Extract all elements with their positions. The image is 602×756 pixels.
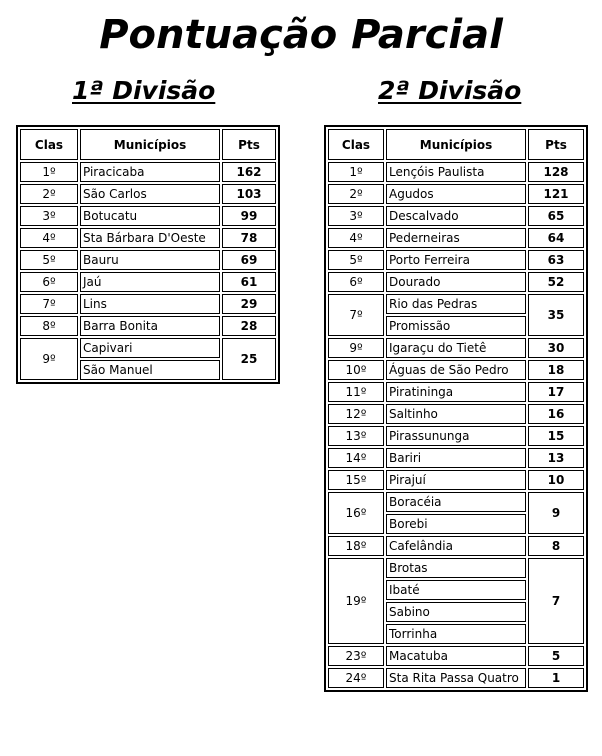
points-cell: 99	[222, 206, 276, 226]
division-2-table	[324, 125, 588, 692]
municipality-cell: Saltinho	[386, 404, 526, 424]
rank-cell: 15º	[328, 470, 384, 490]
table-row	[20, 228, 276, 248]
page-title: Pontuação Parcial	[99, 12, 503, 58]
points-cell: 128	[528, 162, 584, 182]
municipality-cell: Sta Rita Passa Quatro	[386, 668, 526, 688]
municipality-cell: Pederneiras	[386, 228, 526, 248]
rank-cell: 4º	[328, 228, 384, 248]
points-cell: 8	[528, 536, 584, 556]
rank-cell: 6º	[328, 272, 384, 292]
rank-cell: 12º	[328, 404, 384, 424]
division-1-title: 1ª Divisão	[72, 76, 216, 105]
rank-cell: 5º	[328, 250, 384, 270]
rank-cell: 2º	[20, 184, 78, 204]
rank-cell: 3º	[328, 206, 384, 226]
points-cell: 35	[528, 294, 584, 336]
points-cell: 162	[222, 162, 276, 182]
municipality-cell: Pirajuí	[386, 470, 526, 490]
table-row	[328, 470, 584, 490]
table-row	[328, 294, 584, 314]
rank-cell: 16º	[328, 492, 384, 534]
municipality-cell: Rio das Pedras	[386, 294, 526, 314]
rank-cell: 1º	[20, 162, 78, 182]
division-1-table	[16, 125, 280, 384]
points-cell: 28	[222, 316, 276, 336]
table-row	[328, 360, 584, 380]
rank-cell: 10º	[328, 360, 384, 380]
municipality-cell: Botucatu	[80, 206, 220, 226]
header-pts: Pts	[222, 129, 276, 160]
header-pts: Pts	[528, 129, 584, 160]
table-row	[328, 448, 584, 468]
municipality-cell: São Manuel	[80, 360, 220, 380]
municipality-cell: Boracéia	[386, 492, 526, 512]
points-cell: 63	[528, 250, 584, 270]
municipality-cell: Brotas	[386, 558, 526, 578]
municipality-cell: Bariri	[386, 448, 526, 468]
points-cell: 9	[528, 492, 584, 534]
rank-cell: 18º	[328, 536, 384, 556]
municipality-cell: Capivari	[80, 338, 220, 358]
points-cell: 17	[528, 382, 584, 402]
points-cell: 65	[528, 206, 584, 226]
points-cell: 103	[222, 184, 276, 204]
table-row	[20, 272, 276, 292]
table-row	[328, 228, 584, 248]
points-cell: 78	[222, 228, 276, 248]
municipality-cell: Lençóis Paulista	[386, 162, 526, 182]
points-cell: 16	[528, 404, 584, 424]
points-cell: 13	[528, 448, 584, 468]
municipality-cell: Sabino	[386, 602, 526, 622]
table-row	[328, 338, 584, 358]
rank-cell: 14º	[328, 448, 384, 468]
rank-cell: 23º	[328, 646, 384, 666]
table-row	[328, 558, 584, 578]
points-cell: 10	[528, 470, 584, 490]
rank-cell: 6º	[20, 272, 78, 292]
table-row	[20, 338, 276, 358]
rank-cell: 7º	[328, 294, 384, 336]
points-cell: 69	[222, 250, 276, 270]
points-cell: 121	[528, 184, 584, 204]
header-row	[20, 129, 276, 160]
points-cell: 18	[528, 360, 584, 380]
municipality-cell: Sta Bárbara D'Oeste	[80, 228, 220, 248]
points-cell: 1	[528, 668, 584, 688]
table-row	[20, 316, 276, 336]
table-row	[20, 206, 276, 226]
rank-cell: 9º	[20, 338, 78, 380]
municipality-cell: Macatuba	[386, 646, 526, 666]
points-cell: 64	[528, 228, 584, 248]
table-row	[328, 272, 584, 292]
municipality-cell: Jaú	[80, 272, 220, 292]
rank-cell: 1º	[328, 162, 384, 182]
points-cell: 52	[528, 272, 584, 292]
table-row	[328, 492, 584, 512]
header-clas: Clas	[20, 129, 78, 160]
municipality-cell: Ibaté	[386, 580, 526, 600]
rank-cell: 5º	[20, 250, 78, 270]
rank-cell: 8º	[20, 316, 78, 336]
municipality-cell: Igaraçu do Tietê	[386, 338, 526, 358]
rank-cell: 24º	[328, 668, 384, 688]
division-2-title: 2ª Divisão	[378, 76, 522, 105]
municipality-cell: Promissão	[386, 316, 526, 336]
municipality-cell: Lins	[80, 294, 220, 314]
municipality-cell: Barra Bonita	[80, 316, 220, 336]
municipality-cell: Pirassununga	[386, 426, 526, 446]
municipality-cell: Agudos	[386, 184, 526, 204]
table-row	[328, 382, 584, 402]
header-municipios: Municípios	[80, 129, 220, 160]
rank-cell: 7º	[20, 294, 78, 314]
header-clas: Clas	[328, 129, 384, 160]
municipality-cell: Borebi	[386, 514, 526, 534]
table-row	[328, 404, 584, 424]
rank-cell: 11º	[328, 382, 384, 402]
table-row	[328, 250, 584, 270]
points-cell: 25	[222, 338, 276, 380]
municipality-cell: Piratininga	[386, 382, 526, 402]
table-row	[328, 668, 584, 688]
header-municipios: Municípios	[386, 129, 526, 160]
rank-cell: 19º	[328, 558, 384, 644]
rank-cell: 13º	[328, 426, 384, 446]
municipality-cell: Porto Ferreira	[386, 250, 526, 270]
table-row	[328, 162, 584, 182]
points-cell: 29	[222, 294, 276, 314]
table-row	[20, 250, 276, 270]
table-row	[328, 426, 584, 446]
table-row	[20, 184, 276, 204]
table-row	[328, 646, 584, 666]
points-cell: 5	[528, 646, 584, 666]
header-row	[328, 129, 584, 160]
municipality-cell: São Carlos	[80, 184, 220, 204]
table-row	[328, 536, 584, 556]
points-cell: 61	[222, 272, 276, 292]
municipality-cell: Dourado	[386, 272, 526, 292]
municipality-cell: Piracicaba	[80, 162, 220, 182]
points-cell: 30	[528, 338, 584, 358]
points-cell: 7	[528, 558, 584, 644]
table-row	[20, 294, 276, 314]
rank-cell: 3º	[20, 206, 78, 226]
municipality-cell: Cafelândia	[386, 536, 526, 556]
municipality-cell: Descalvado	[386, 206, 526, 226]
points-cell: 15	[528, 426, 584, 446]
rank-cell: 4º	[20, 228, 78, 248]
rank-cell: 2º	[328, 184, 384, 204]
municipality-cell: Bauru	[80, 250, 220, 270]
table-row	[328, 184, 584, 204]
table-row	[328, 206, 584, 226]
rank-cell: 9º	[328, 338, 384, 358]
municipality-cell: Torrinha	[386, 624, 526, 644]
table-row	[20, 162, 276, 182]
municipality-cell: Águas de São Pedro	[386, 360, 526, 380]
